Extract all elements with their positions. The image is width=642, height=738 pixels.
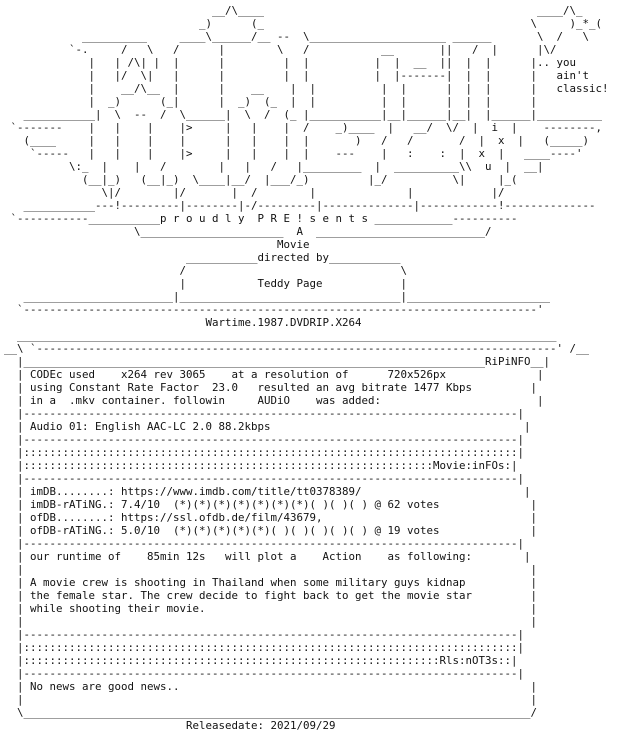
nfo-line: | Audio 01: English AAC-LC 2.0 88.2kbps | [4,420,531,433]
nfo-line: |----------------------------------------------------------------------------| [4,407,525,420]
nfo-line: | _) (_| | _) (_ | | | | | | | | [4,95,538,108]
nfo-line: | No news are good news.. | [4,680,538,693]
nfo-line: _) (_ \ )_*_( [4,17,603,30]
nfo-line: \______________________ A __________________________/ [4,225,492,238]
nfo-line: |----------------------------------------------------------------------------| [4,667,525,680]
nfo-line: ___________directed by___________ [4,251,401,264]
nfo-text-block [4,4,642,732]
nfo-line: `-------------------------------------------------------------------------------' [4,303,544,316]
nfo-line: | the female star. The crew decide to fight back to get the movie star | [4,589,538,602]
nfo-line: ___________---!---------|--------|-/---------|--------------|------------!-------------- [4,199,596,212]
nfo-line: | | [4,693,538,706]
nfo-line: | | /\| | | | | | | | __ || | | |.. you [4,56,577,69]
nfo-line: | in a .mkv container. followin AUDiO was added: | [4,394,544,407]
nfo-line: | ofDB........: https://ssl.ofdb.de/film/43679, | [4,511,538,524]
nfo-line: | Teddy Page | [4,277,408,290]
nfo-line: \______________________________________________________________________________/ [4,706,538,719]
nfo-line: \|/ |/ | / | | |/ [4,186,505,199]
nfo-line: | | [4,563,538,576]
nfo-line: _______________________|__________________________________|______________________ [4,290,551,303]
nfo-line: `-. / \ / | \ / __ || / | |\/ [4,43,557,56]
nfo-line: | | [4,615,538,628]
nfo-line: |----------------------------------------------------------------------------| [4,472,525,485]
nfo-line: | ofDB-rATiNG.: 5.0/10 (*)(*)(*)(*)(*)( )( )( )( )( ) @ 19 votes | [4,524,538,537]
nfo-line: |----------------------------------------------------------------------------| [4,433,525,446]
nfo-line: / \ [4,264,408,277]
nfo-line: `------- | | | |> | | | / _)____ | __/ \/ | i | --------, [4,121,603,134]
nfo-line: |::::::::::::::::::::::::::::::::::::::::::::::::::::::::::::::::Rls:nOT3s::| [4,654,518,667]
nfo-line: |::::::::::::::::::::::::::::::::::::::::::::::::::::::::::::::::::::::::::::| [4,641,525,654]
nfo-line: | imDB........: https://www.imdb.com/title/tt0378389/ | [4,485,531,498]
nfo-line: (__|_) (__|_) \____|__/ |___/_) |_/ \| |_( [4,173,518,186]
nfo-line: | while shooting their movie. | [4,602,538,615]
nfo-line: |_______________________________________________________________________RiPiNFO__| [4,355,551,368]
nfo-line: __\ `--------------------------------------------------------------------------------' /__ [4,342,590,355]
nfo-line: ___________________________________________________________________________________ [4,329,557,342]
nfo-line: | __/\__ | | __ | | | | | | | | classic! [4,82,609,95]
nfo-line: | our runtime of 85min 12s will plot a Action as following: | [4,550,531,563]
nfo-line: `-----------___________p r o u d l y P R E ! s e n t s ____________---------- [4,212,518,225]
nfo-line: |----------------------------------------------------------------------------| [4,628,525,641]
nfo-line: __________ ____\______/__ -- \_____________________ ______ \ / \ [4,30,590,43]
nfo-line: ___________| \ -- / \______| \ / (_ |___________|__|______|__| |______|__________ [4,108,603,121]
nfo-line: Movie [4,238,310,251]
nfo-line: | |/ \| | | | | | |-------| | | | ain't [4,69,590,82]
nfo-line: |:::::::::::::::::::::::::::::::::::::::::::::::::::::::::::::::Movie:inFOs:| [4,459,518,472]
nfo-line: | using Constant Rate Factor 23.0 resulted an avg bitrate 1477 Kbps | [4,381,538,394]
nfo-line: Wartime.1987.DVDRIP.X264 [4,316,362,329]
nfo-line: Releasedate: 2021/09/29 [4,719,336,732]
nfo-line: (____ | | | | | | | | ) / / / | x | (_____) [4,134,590,147]
nfo-line: |----------------------------------------------------------------------------| [4,537,525,550]
nfo-line: `----- | | | |> | | | | --- | : : | x | ____----' [4,147,583,160]
nfo-line: | imDB-rATiNG.: 7.4/10 (*)(*)(*)(*)(*)(*)(*)( )( )( ) @ 62 votes | [4,498,538,511]
nfo-line: |::::::::::::::::::::::::::::::::::::::::::::::::::::::::::::::::::::::::::::| [4,446,525,459]
nfo-line: __/\____ ____/\_ [4,4,583,17]
nfo-line: | CODEc used x264 rev 3065 at a resolution of 720x526px | [4,368,544,381]
nfo-line: \:_ | | / | | / |_________ | __________\\ u | __| [4,160,544,173]
nfo-line: | A movie crew is shooting in Thailand when some military guys kidnap | [4,576,538,589]
